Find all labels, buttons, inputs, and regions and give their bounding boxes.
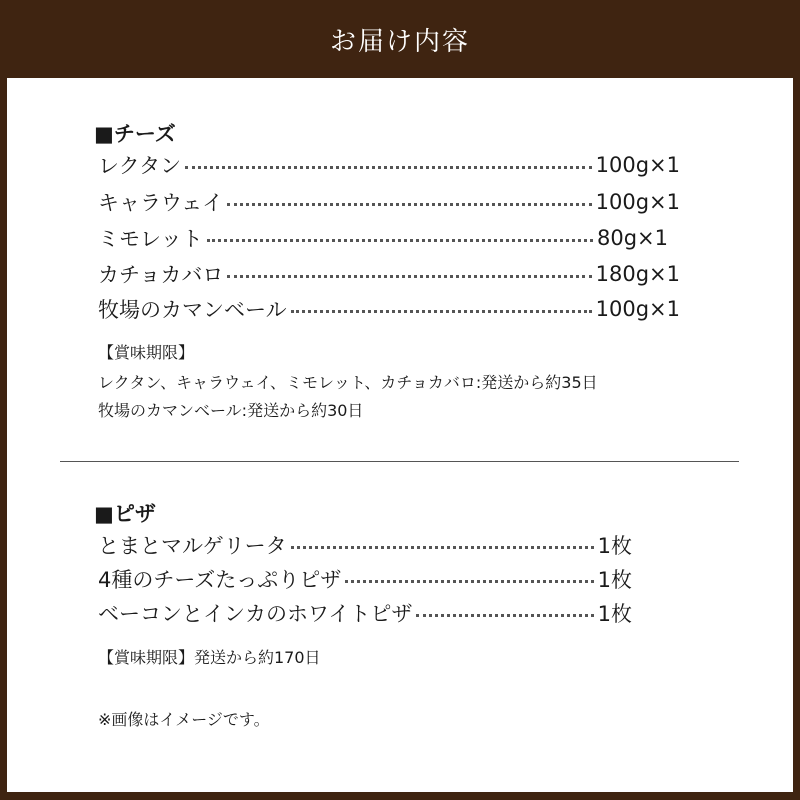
cheese-item-caciocavallo: [98, 259, 680, 289]
item-name: 牧場のカマンベール: [98, 298, 287, 322]
pizza-item-four-cheese: [98, 564, 632, 594]
header-title: お届け内容: [329, 26, 470, 57]
item-qty: 100g×1: [595, 153, 680, 177]
item-name: とまとマルゲリータ: [98, 534, 287, 558]
cheese-item-mimolette: [98, 223, 668, 253]
item-qty: 100g×1: [595, 190, 680, 214]
pizza-item-bacon-white: [98, 598, 632, 628]
leader-dots: [416, 614, 593, 617]
item-name: ミモレット: [98, 227, 203, 251]
item-qty: 100g×1: [595, 297, 680, 321]
leader-dots: [227, 275, 591, 278]
item-qty: 80g×1: [596, 226, 668, 250]
cheese-item-camembert: [98, 294, 680, 324]
item-qty: 1枚: [597, 602, 632, 626]
item-name: カチョカバロ: [98, 263, 224, 287]
leader-dots: [207, 239, 593, 242]
leader-dots: [185, 166, 591, 169]
item-qty: 180g×1: [595, 262, 680, 286]
cheese-item-caraway: [98, 187, 680, 217]
pizza-item-margherita: [98, 530, 632, 560]
cheese-item-lectan: [98, 150, 680, 180]
cheese-expiry-heading: 【賞味期限】: [98, 343, 195, 362]
cheese-expiry-line-2: 牧場のカマンベール:発送から約30日: [98, 401, 364, 420]
item-name: レクタン: [98, 154, 182, 178]
section-divider: [60, 461, 739, 462]
image-disclaimer: ※画像はイメージです。: [98, 710, 270, 729]
item-name: ベーコンとインカのホワイトピザ: [98, 602, 413, 626]
item-qty: 1枚: [597, 568, 632, 592]
pizza-expiry: 【賞味期限】発送から約170日: [98, 648, 321, 667]
item-name: 4種のチーズたっぷりピザ: [98, 568, 342, 592]
item-name: キャラウェイ: [98, 191, 224, 215]
leader-dots: [345, 580, 593, 583]
leader-dots: [227, 203, 591, 206]
leader-dots: [291, 310, 592, 313]
cheese-expiry-line-1: レクタン、キャラウェイ、ミモレット、カチョカバロ:発送から約35日: [98, 373, 598, 392]
leader-dots: [291, 546, 594, 549]
pizza-section-title: ■ピザ: [94, 502, 156, 526]
content-panel: [7, 78, 793, 792]
cheese-section-title: ■チーズ: [94, 122, 176, 146]
item-qty: 1枚: [597, 534, 632, 558]
header-bar: [0, 0, 800, 78]
